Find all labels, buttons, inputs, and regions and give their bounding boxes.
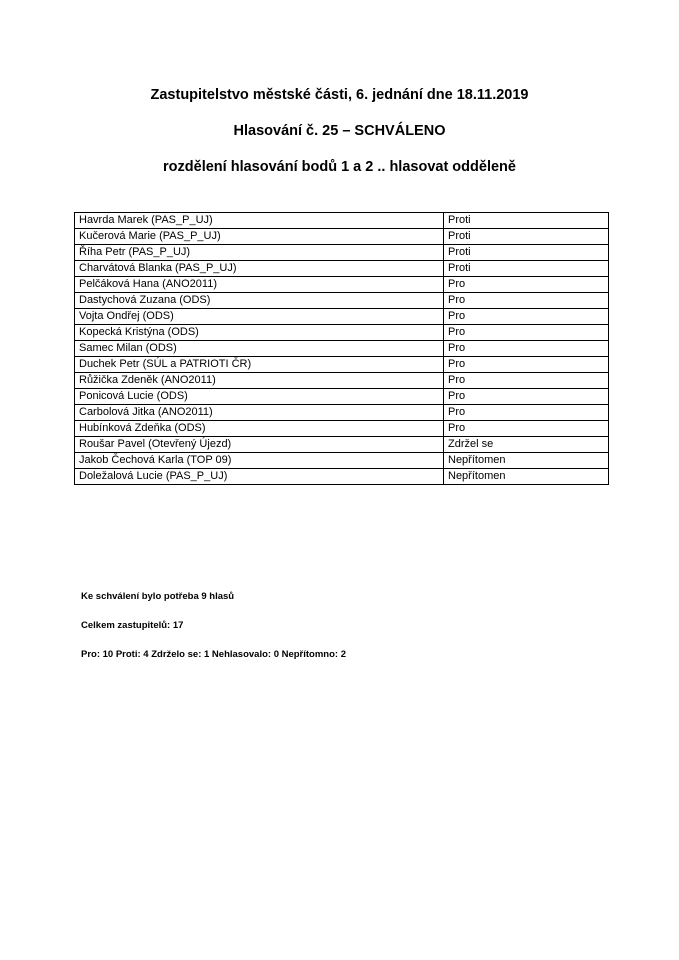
member-vote: Pro <box>444 405 609 421</box>
member-vote: Pro <box>444 421 609 437</box>
member-vote: Pro <box>444 389 609 405</box>
member-name: Pelčáková Hana (ANO2011) <box>75 277 444 293</box>
member-vote: Pro <box>444 277 609 293</box>
table-row <box>75 245 609 261</box>
table-row <box>75 229 609 245</box>
required-votes-text: Ke schválení bylo potřeba 9 hlasů <box>81 591 235 602</box>
table-row <box>75 325 609 341</box>
table-row <box>75 341 609 357</box>
vote-title: Hlasování č. 25 – SCHVÁLENO <box>233 123 446 139</box>
member-vote: Proti <box>444 229 609 245</box>
vote-results-text: Pro: 10 Proti: 4 Zdrželo se: 1 Nehlasovalo: 0 Nepřítomno: 2 <box>81 649 347 660</box>
member-name: Doležalová Lucie (PAS_P_UJ) <box>75 469 444 485</box>
member-vote: Proti <box>444 213 609 229</box>
table-row <box>75 293 609 309</box>
member-name: Vojta Ondřej (ODS) <box>75 309 444 325</box>
table-row <box>75 261 609 277</box>
table-row <box>75 469 609 485</box>
member-vote: Pro <box>444 357 609 373</box>
member-vote: Pro <box>444 309 609 325</box>
table-row <box>75 405 609 421</box>
member-name: Roušar Pavel (Otevřený Újezd) <box>75 437 444 453</box>
member-vote: Pro <box>444 341 609 357</box>
member-name: Kopecká Kristýna (ODS) <box>75 325 444 341</box>
table-row <box>75 357 609 373</box>
member-name: Jakob Čechová Karla (TOP 09) <box>75 453 444 469</box>
member-name: Dastychová Zuzana (ODS) <box>75 293 444 309</box>
table-row <box>75 389 609 405</box>
member-vote: Proti <box>444 261 609 277</box>
member-name: Samec Milan (ODS) <box>75 341 444 357</box>
member-vote: Nepřítomen <box>444 453 609 469</box>
meeting-title: Zastupitelstvo městské části, 6. jednání dne 18.11.2019 <box>150 87 529 103</box>
member-name: Carbolová Jitka (ANO2011) <box>75 405 444 421</box>
member-vote: Zdržel se <box>444 437 609 453</box>
member-name: Kučerová Marie (PAS_P_UJ) <box>75 229 444 245</box>
vote-table <box>74 212 609 485</box>
member-vote: Pro <box>444 293 609 309</box>
member-name: Charvátová Blanka (PAS_P_UJ) <box>75 261 444 277</box>
table-row <box>75 373 609 389</box>
table-row <box>75 421 609 437</box>
member-name: Hubínková Zdeňka (ODS) <box>75 421 444 437</box>
vote-subject: rozdělení hlasování bodů 1 a 2 .. hlasovat odděleně <box>163 159 516 175</box>
member-vote: Pro <box>444 325 609 341</box>
table-row <box>75 277 609 293</box>
member-name: Říha Petr (PAS_P_UJ) <box>75 245 444 261</box>
member-name: Růžička Zdeněk (ANO2011) <box>75 373 444 389</box>
member-name: Duchek Petr (SÚL a PATRIOTI ČR) <box>75 357 444 373</box>
member-vote: Pro <box>444 373 609 389</box>
table-row <box>75 309 609 325</box>
member-name: Havrda Marek (PAS_P_UJ) <box>75 213 444 229</box>
table-row <box>75 213 609 229</box>
member-vote: Proti <box>444 245 609 261</box>
table-row <box>75 437 609 453</box>
total-members-text: Celkem zastupitelů: 17 <box>81 620 184 631</box>
table-row <box>75 453 609 469</box>
member-name: Ponicová Lucie (ODS) <box>75 389 444 405</box>
member-vote: Nepřítomen <box>444 469 609 485</box>
